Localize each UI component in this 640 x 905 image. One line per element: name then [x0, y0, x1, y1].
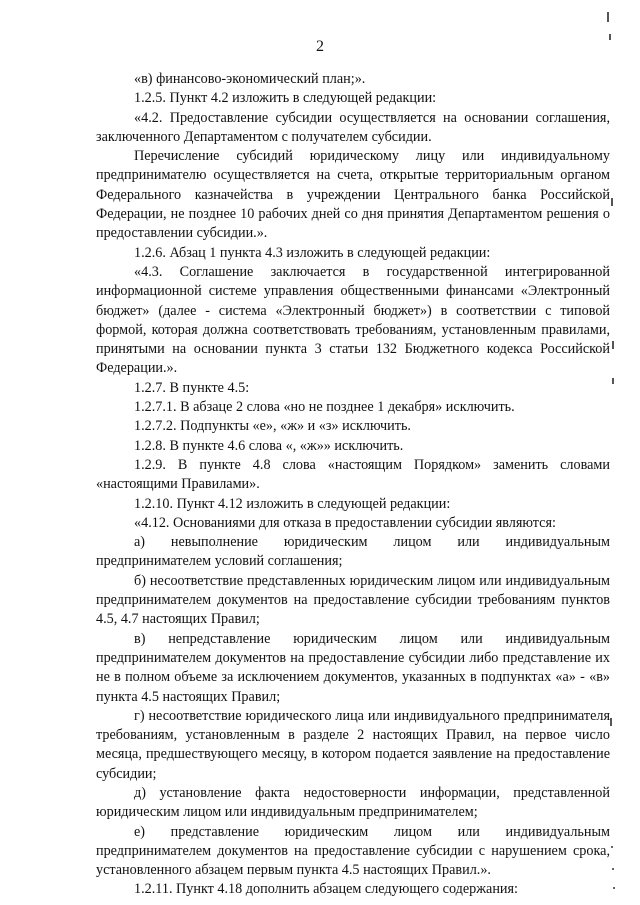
- scan-dot: [612, 868, 614, 870]
- paragraph-1-2-11: 1.2.11. Пункт 4.18 дополнить абзацем следующего содержания:: [134, 881, 518, 898]
- paragraph-4-2: «4.2. Предоставление субсидии осуществляется на основании соглашения, заключенного Департаментом с получателем субсидии.: [96, 109, 610, 145]
- paragraph-1-2-5: 1.2.5. Пункт 4.2 изложить в следующей редакции:: [134, 90, 437, 107]
- paragraph-item-a: а) невыполнение юридическим лицом или индивидуальным предпринимателем условий соглашения;: [96, 534, 610, 570]
- scan-dot: [613, 887, 615, 889]
- scan-mark: [612, 341, 614, 349]
- paragraph-financial-plan: «в) финансово-экономический план;».: [134, 71, 366, 87]
- paragraph-item-b: б) несоответствие представленных юридическим лицом или индивидуальным предпринимателем документов на предоставление субсидии требованиям пунктов 4.5, 4.7 настоящих Правил;: [96, 572, 610, 628]
- paragraph-item-g: г) несоответствие юридического лица или индивидуального предпринимателя требованиям, установленным в разделе 2 настоящих Правил, на первое число месяца, предшествующего месяцу, в котором подается заявление на предоставление субсидии;: [96, 707, 610, 782]
- paragraph-item-d: д) установление факта недостоверности информации, представленной юридическим лицом или индивидуальным предпринимателем;: [96, 784, 610, 821]
- paragraph-1-2-10: 1.2.10. Пункт 4.12 изложить в следующей редакции:: [134, 495, 451, 512]
- paragraph-1-2-8: 1.2.8. В пункте 4.6 слова «, «ж»» исключить.: [134, 437, 404, 454]
- scan-mark: [610, 718, 612, 726]
- paragraph-1-2-9: 1.2.9. В пункте 4.8 слова «настоящим Порядком» заменить словами «настоящими Правилами».: [96, 456, 610, 493]
- paragraph-4-12: «4.12. Основаниями для отказа в предоставлении субсидии являются:: [134, 514, 556, 531]
- scan-mark: [611, 198, 613, 206]
- page-number: 2: [316, 38, 324, 55]
- paragraph-1-2-7-1: 1.2.7.1. В абзаце 2 слова «но не позднее 1 декабря» исключить.: [134, 399, 515, 416]
- scan-mark: [612, 378, 614, 384]
- paragraph-item-e: е) представление юридическим лицом или индивидуальным предпринимателем документов на предоставление субсидии с нарушением срока, установленного абзацем первым пункта 4.5 настоящих Правил.».: [96, 823, 610, 879]
- paragraph-1-2-7: 1.2.7. В пункте 4.5:: [134, 379, 250, 396]
- paragraph-1-2-7-2: 1.2.7.2. Подпункты «е», «ж» и «з» исключить.: [134, 418, 411, 435]
- paragraph-4-3: «4.3. Соглашение заключается в государственной интегрированной информационной системе управления общественными финансами «Электронный бюджет» (далее - система «Электронный бюджет») в соответствии с типовой формой, которая должна соответствовать требованиям, установленным правилами, принятыми на основании пункта 3 статьи 132 Бюджетного кодекса Российской Федерации.».: [96, 263, 610, 377]
- paragraph-1-2-6: 1.2.6. Абзац 1 пункта 4.3 изложить в следующей редакции:: [134, 244, 491, 261]
- paragraph-item-v: в) непредставление юридическим лицом или индивидуальным предпринимателем документов на предоставление субсидии либо представление их не в полном объеме за исключением документов, указанных в подпунктах «а» - «в» пункта 4.5 настоящих Правил;: [96, 630, 610, 705]
- document-body: [96, 70, 610, 900]
- scan-dot: [611, 846, 613, 848]
- scan-mark: [607, 12, 609, 22]
- scan-mark: [609, 34, 611, 40]
- paragraph-transfer-subsidies: Перечисление субсидий юридическому лицу или индивидуальному предпринимателю осуществляется на счета, открытые территориальным органом Федерального казначейства в учреждении Центрального банка Российской Федерации, не позднее 10 рабочих дней со дня принятия Департаментом решения о предоставлении субсидии.».: [96, 148, 610, 242]
